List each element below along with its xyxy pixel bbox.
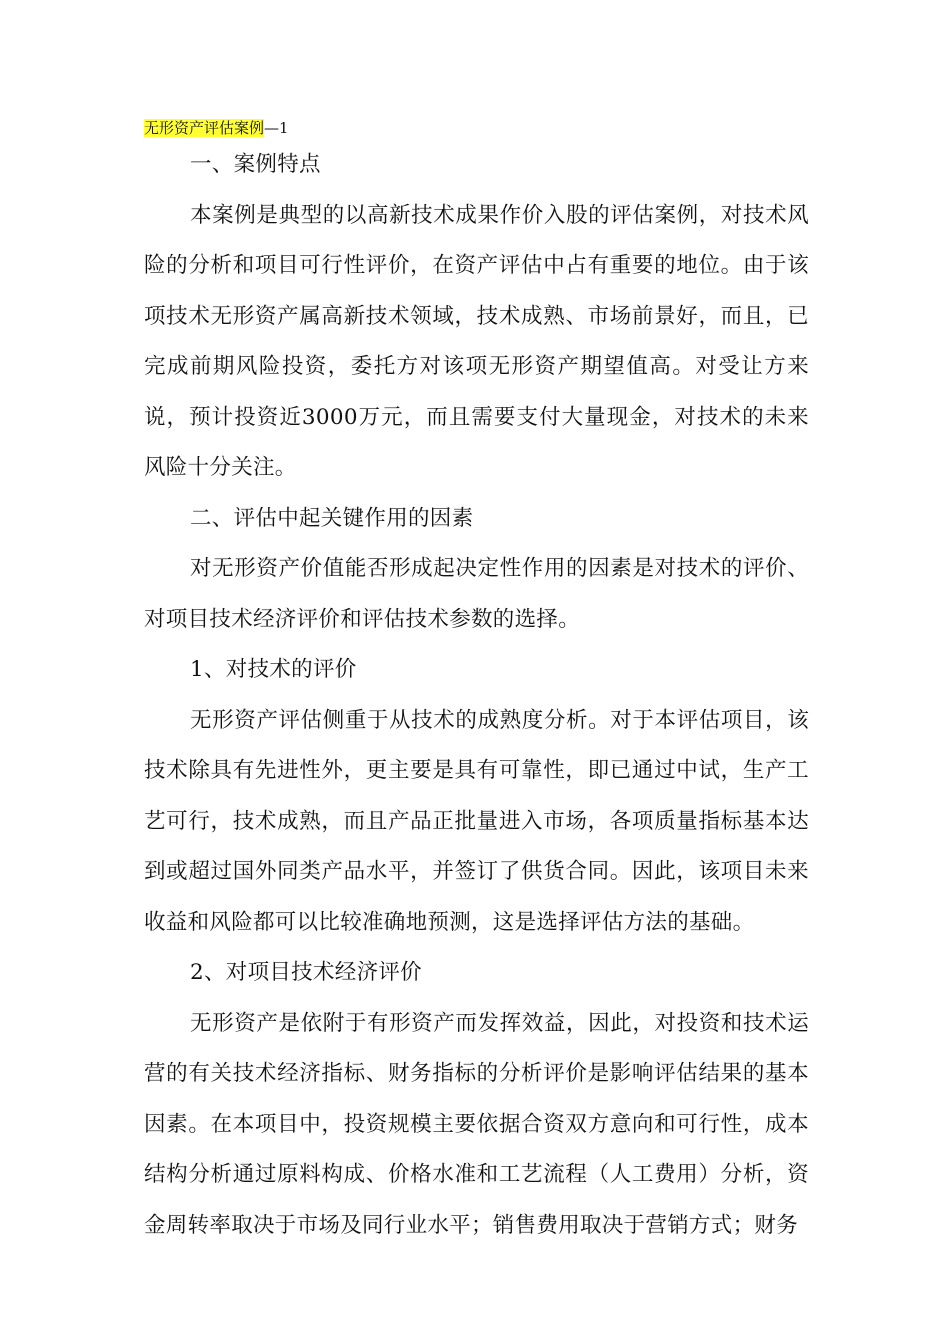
subheading-technology-evaluation: 1、对技术的评价 — [190, 657, 357, 682]
document-body — [144, 140, 809, 1251]
title-highlighted-text: 无形资产评估案例 — [144, 119, 265, 137]
subheading-economic-evaluation: 2、对项目技术经济评价 — [190, 960, 422, 985]
title-suffix: —1 — [264, 119, 289, 137]
paragraph-key-factors: 对无形资产价值能否形成起决定性作用的因素是对技术的评价、对项目技术经济评价和评估技术参数的选择。 — [144, 556, 809, 632]
paragraph-economic-evaluation: 无形资产是依附于有形资产而发挥效益，因此，对投资和技术运营的有关技术经济指标、财务指标的分析评价是影响评估结果的基本因素。在本项目中，投资规模主要依据合资双方意向和可行性，成本结构分析通过原料构成、价格水准和工艺流程（人工费用）分析，资金周转率取决于市场及同行业水平；销售费用取决于营销方式；财务 — [144, 1010, 809, 1238]
document-title — [144, 118, 289, 138]
paragraph-case-features: 本案例是典型的以高新技术成果作价入股的评估案例，对技术风险的分析和项目可行性评价，在资产评估中占有重要的地位。由于该项技术无形资产属高新技术领域，技术成熟、市场前景好，而且，已完成前期风险投资，委托方对该项无形资产期望值高。对受让方来说，预计投资近3000万元，而且需要支付大量现金，对技术的未来风险十分关注。 — [144, 202, 809, 480]
paragraph-technology-evaluation: 无形资产评估侧重于从技术的成熟度分析。对于本评估项目，该技术除具有先进性外，更主要是具有可靠性，即已通过中试，生产工艺可行，技术成熟，而且产品正批量进入市场，各项质量指标基本达到或超过国外同类产品水平，并签订了供货合同。因此，该项目未来收益和风险都可以比较准确地预测，这是选择评估方法的基础。 — [144, 707, 809, 935]
section-heading-key-factors: 二、评估中起关键作用的因素 — [190, 505, 474, 531]
section-heading-case-features: 一、案例特点 — [190, 152, 321, 177]
